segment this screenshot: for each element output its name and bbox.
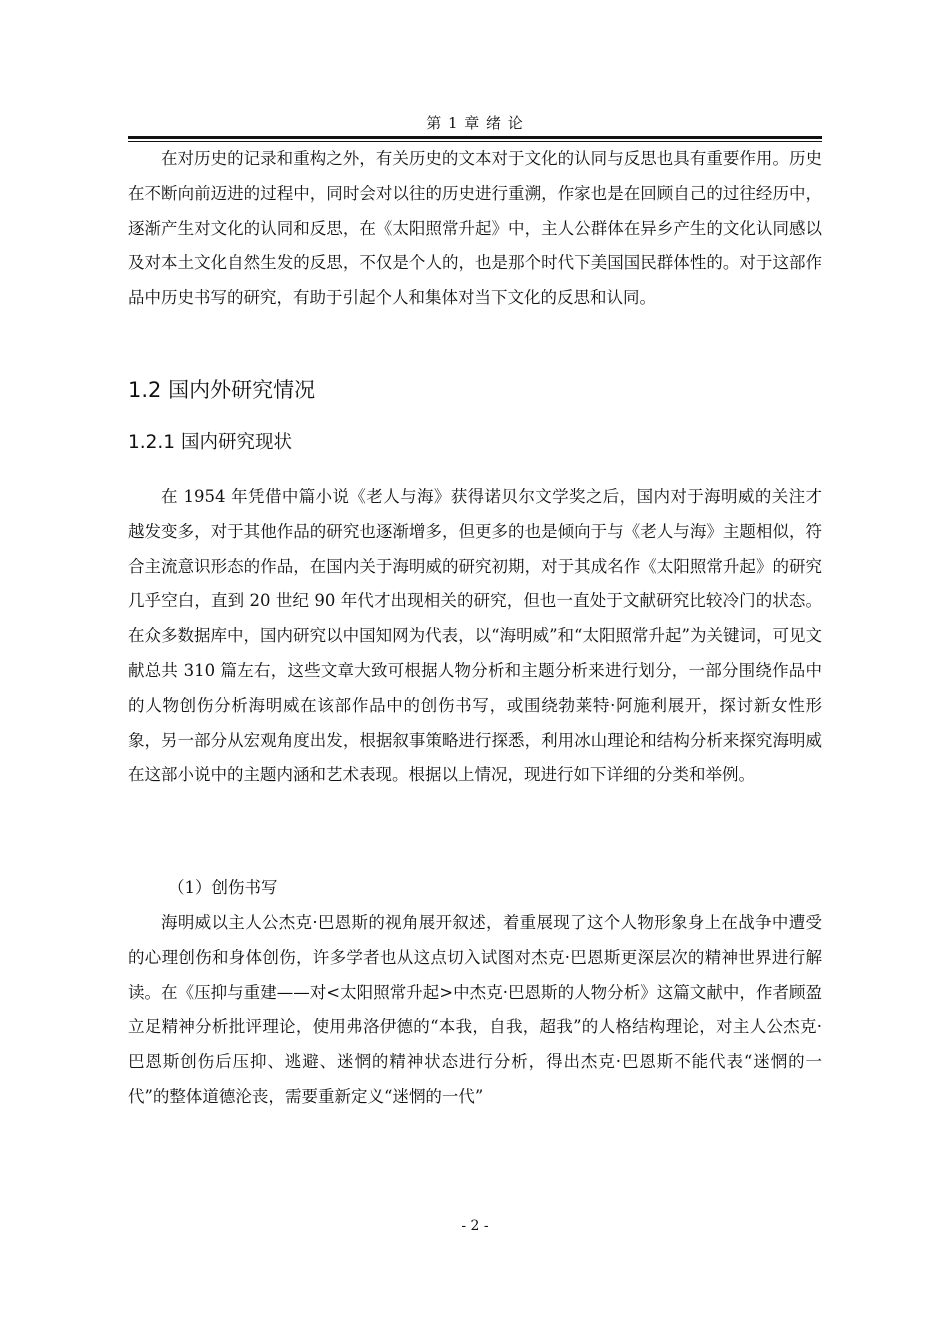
paragraph-line: 引起个人和集体对当下文化的反思和认同。 xyxy=(342,288,656,308)
paragraph-line: 需要重新定义“迷惘的一代” xyxy=(284,1086,484,1106)
paragraph-line: 的精神状态进行分析，得出杰克·巴恩斯不能代表“迷惘的一代”的整体道德沦丧， xyxy=(128,1052,822,1106)
header-rule-thick xyxy=(128,136,822,139)
paragraph-line: 的研究，但也一直处于文献研究比较冷门的状态。在众多数据库中，国内研究以中 xyxy=(128,591,822,646)
paragraph-cultural-reflection xyxy=(128,142,822,316)
paragraph-domestic-research xyxy=(128,480,822,793)
paragraph-line: 女性形象，另一部分从宏观角度出发，根据叙事策略进行探悉，利用冰山理论和结 xyxy=(128,695,822,750)
paragraph-line: 主人公群体在异乡产生的文化认同感以及对本土文化自然生发的反思，不仅是个人 xyxy=(128,218,823,273)
paragraph-line: 的人物分析》这篇文献中，作者顾盈立足精神分析批评理论，使用弗洛伊德的“本 xyxy=(128,982,822,1037)
paragraph-line: 人物创伤分析海明威在该部作品中的创伤书写，或围绕勃莱特·阿施利展开，探讨新 xyxy=(145,695,772,715)
paragraph-line: 海明威以主人公杰克·巴恩斯的视角展开叙述，着重展现了这个人物形象身上在 xyxy=(161,913,739,932)
paragraph-trauma-analysis xyxy=(128,906,822,1115)
page-number: - 2 - xyxy=(461,1218,489,1234)
paragraph-line: 国知网为代表，以“海明威”和“太阳照常升起”为关键词，可见文献总共 310 篇 xyxy=(128,626,823,680)
paragraph-line: 构分析来探究海明威在这部小说中的主题内涵和艺术表现。根据以上情况，现进行 xyxy=(128,730,823,785)
paragraph-line: 在 1954 年凭借中篇小说《老人与海》获得诺贝尔文学奖之后，国内对于海明 xyxy=(161,487,738,506)
paragraph-line: 要作用。历史在不断向前迈进的过程中，同时会对以往的历史进行重溯，作家也是 xyxy=(128,149,823,203)
paragraph-line: 《老人与海》主题相似，符合主流意识形态的作品，在国内关于海明威的研究初期， xyxy=(128,521,823,576)
paragraph-line: 在回顾自己的过往经历中，逐渐产生对文化的认同和反思，在《太阳照常升起》中， xyxy=(128,183,823,238)
paragraph-line: 对于其成名作《太阳照常升起》的研究几乎空白，直到 20 世纪 90 年代才出现相关 xyxy=(128,556,823,611)
item-heading-trauma-writing: （1）创伤书写 xyxy=(168,878,278,897)
paragraph-line: 左右，这些文章大致可根据人物分析和主题分析来进行划分，一部分围绕作品中的 xyxy=(128,660,823,715)
subsection-heading: 1.2.1 国内研究现状 xyxy=(128,432,292,453)
paragraph-line: 在对历史的记录和重构之外，有关历史的文本对于文化的认同与反思也具有重 xyxy=(161,149,723,168)
paragraph-line: 层次的精神世界进行解读。在《压抑与重建——对<太阳照常升起>中杰克·巴恩斯 xyxy=(128,947,823,1002)
paragraph-line: 的，也是那个时代下美国国民群体性的。对于这部作品中历史书写的研究，有助于 xyxy=(128,253,823,308)
paragraph-line: 如下详细的分类和举例。 xyxy=(573,765,755,785)
section-heading: 1.2 国内外研究情况 xyxy=(128,378,316,402)
paragraph-line: 我，自我，超我”的人格结构理论，对主人公杰克·巴恩斯创伤后压抑、逃避、迷惘 xyxy=(128,1017,822,1072)
paragraph-line: 威的关注才越发变多，对于其他作品的研究也逐渐增多，但更多的也是倾向于与 xyxy=(128,487,823,541)
paragraph-line: 战争中遭受的心理创伤和身体创伤，许多学者也从这点切入试图对杰克·巴恩斯更深 xyxy=(128,913,823,967)
running-header: 第 1 章 绪 论 xyxy=(426,114,524,132)
